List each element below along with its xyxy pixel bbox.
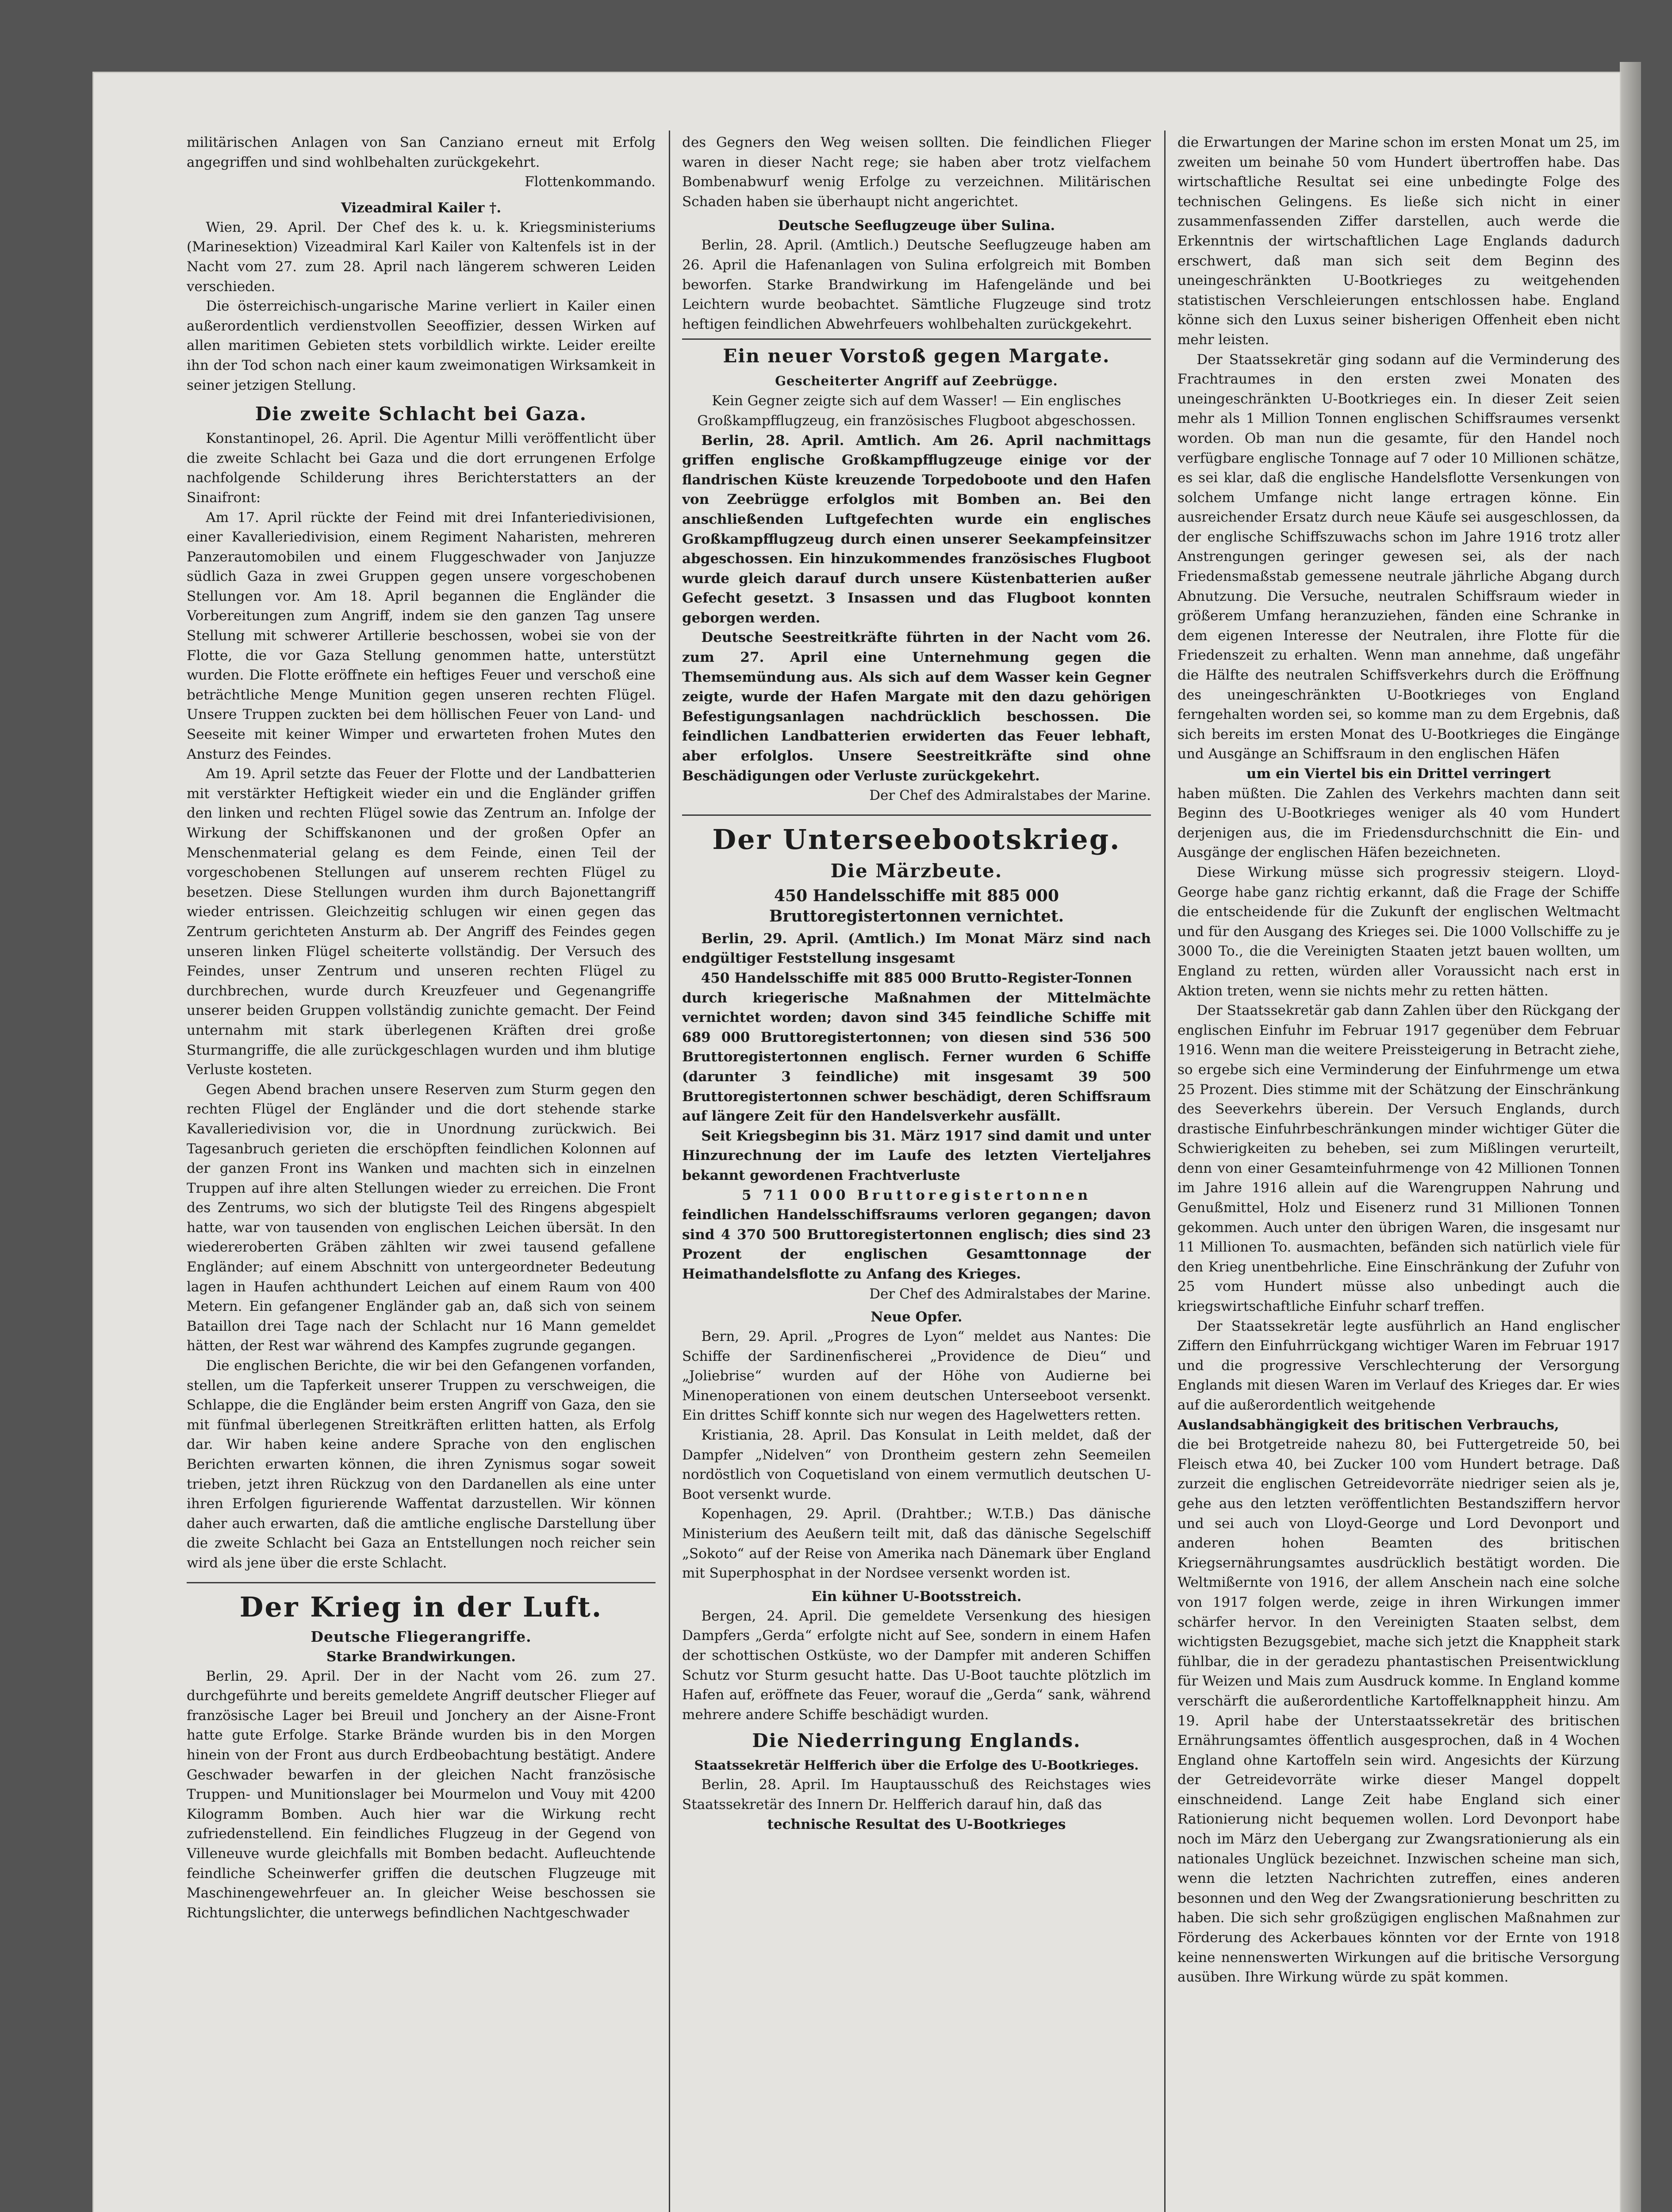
opfer-paragraph-3: Kopenhagen, 29. April. (Drahtber.; W.T.B.) Das dänische Ministerium des Aeußern teilt mit, daß das dänische Segelschiff „Sokoto“ auf der Reise von Amerika nach Dänemark über England mit Superphosphat in der Nordsee versenkt worden ist. xyxy=(682,1506,1151,1582)
luft-subheading-2: Starke Brandwirkungen. xyxy=(326,1648,516,1665)
sulina-heading: Deutsche Seeflugzeuge über Sulina. xyxy=(778,218,1055,234)
gaza-paragraph-2: Am 17. April rückte der Feind mit drei Infanteriedivisionen, einer Kavalleriedivision, einem Regiment Naharisten, mehreren Panzerautomobilen und einem Fluggeschwader von Janjuzze südlich Gaza in zwei Gruppen gegen unsere vorgeschobenen Stellungen vor. Am 18. April begannen die Engländer die Vorbereitungen zum Angriff, indem sie den ganzen Tag unsere Stellung mit schwerer Artillerie beschossen, wobei sie von der Flotte, die vor Gaza Stellung genommen hatte, unterstützt wurden. Die Flotte eröffnete ein heftiges Feuer und verschoß eine beträchtliche Menge Munition gegen unseren rechten Flügel. Unsere Truppen zuckten bei dem höllischen Feuer von Land- und Seeseite mit keiner Wimper und erwarteten frohen Mutes den Ansturz des Feindes. xyxy=(187,509,656,762)
gaza-paragraph-3: Am 19. April setzte das Feuer der Flotte und der Landbatterien mit verstärkter Heftigkeit wieder ein und die Engländer griffen den linken und rechten Flügel sowie das Zentrum an. Infolge der Wirkung der Schiffskanonen und der großen Opfer an Menschenmaterial gelang es dem Feinde, einen Teil der vorgeschobenen Stellungen auf unserem rechten Flügel zu besetzen. Diese Stellungen wurden ihm durch Bajonettangriff wieder entrissen. Gleichzeitig schlugen wir einen gegen das Zentrum gerichteten Ansturm ab. Der Angriff des Feindes gegen unseren linken Flügel scheiterte vollständig. Der Versuch des Feindes, unser Zentrum und unseren rechten Flügel zu durchbrechen, wurde durch Kreuzfeuer und Gegenangriffe unserer beiden Gruppen vollständig zunichte gemacht. Der Feind unternahm mit stark überlegenen Kräften drei große Sturmangriffe, die alle zurückgeschlagen wurden und ihm blutige Verluste kosteten. xyxy=(187,766,656,1078)
kuehn-paragraph-1: Bergen, 24. April. Die gemeldete Versenkung des hiesigen Dampfers „Gerda“ erfolgte nicht auf See, sondern in einem Hafen der schottischen Ostküste, wo der Dampfer mit anderen Schiffen Schutz vor Sturm gesucht hatte. Das U-Boot tauchte plötzlich im Hafen auf, eröffnete das Feuer, worauf die „Gerda“ sank, während mehrere andere Schiffe beschädigt wurden. xyxy=(682,1608,1151,1723)
ub-subheading-2: 450 Handelsschiffe mit 885 000 Bruttoregistertonnen vernichtet. xyxy=(769,886,1064,926)
ub-paragraph-3: Seit Kriegsbeginn bis 31. März 1917 sind damit und unter Hinzurechnung der im Laufe des letzten Vierteljahres bekannt gewordenen Frachtverluste xyxy=(682,1128,1151,1183)
gaza-paragraph-5: Die englischen Berichte, die wir bei den Gefangenen vorfanden, stellen, um die Tapferkeit unserer Truppen zu verschweigen, die Schlappe, die die Engländer beim ersten Angriff von Gaza, den sie mit fünfmal überlegenen Streitkräften erlitten hatten, als Erfolg dar. Wir haben keine andere Sprache von den englischen Berichten erwarten können, die ihren Zynismus sogar soweit trieben, jetzt ihren Rückzug von den Dardanellen als eine unter ihren Erfolgen figurierende Waffentat darzustellen. Wir können daher auch erwarten, daß die amtliche englische Darstellung über die zweite Schlacht bei Gaza an Entstellungen noch reicher sein wird als jene über die erste Schlacht. xyxy=(187,1358,656,1571)
margate-subheading: Gescheiterter Angriff auf Zeebrügge. xyxy=(775,373,1058,389)
section-divider xyxy=(187,1582,656,1583)
ub-paragraph-2: durch kriegerische Maßnahmen der Mittelmächte vernichtet worden; davon sind 345 feindliche Schiffe mit 689 000 Bruttoregistertonnen; von diesen sind 536 500 Bruttoregistertonnen englisch. Ferner wurden 6 Schiffe (darunter 3 feindliche) mit insgesamt 39 500 Bruttoregistertonnen schwer beschädigt, deren Schiffsraum auf längere Zeit für den Handelsverkehr ausfällt. xyxy=(682,990,1151,1125)
ub-signature: Der Chef des Admiralstabes der Marine. xyxy=(869,1286,1151,1302)
ub-paragraph-1: Berlin, 29. April. (Amtlich.) Im Monat März sind nach endgültiger Feststellung insgesamt xyxy=(682,930,1151,967)
page-edge xyxy=(1620,62,1641,2212)
luft-paragraph-1: Berlin, 29. April. Der in der Nacht vom 26. zum 27. durchgeführte und bereits gemeldete Angriff deutscher Flieger auf französische Lager bei Breuil und Jonchery an der Aisne-Front hatte gute Erfolge. Starke Brände wurden bis in den Morgen hinein von der Front aus durch Erdbeobachtung bestätigt. Andere Geschwader bewarfen in der gleichen Nacht französische Truppen- und Munitionslager bei Mourmelon und Vouy mit 4200 Kilogramm Bomben. Auch hier war die Wirkung recht zufriedenstellend. Ein feindliches Flugzeug in der Gegend von Villeneuve wurde gleichfalls mit Bomben bedacht. Aufleuchtende feindliche Scheinwerfer griffen die deutschen Flugzeuge mit Maschinengewehrfeuer an. In gleicher Weise beschossen sie Richtungslichter, die unterwegs befindlichen Nachtgeschwader xyxy=(187,1668,656,1921)
col3-paragraph-1: die Erwartungen der Marine schon im ersten Monat um 25, im zweiten um beinahe 50 vom Hundert übertroffen habe. Das wirtschaftliche Resultat sei eine unbedingte Folge des technischen Gelingens. Es ließe sich nicht in einer zusammenfassenden Ziffer darstellen, auch werde die Erkenntnis der wirtschaftlichen Lage Englands dadurch erschwert, daß man sich seit dem Beginn des uneingeschränkten U-Bootkrieges zu weitgehenden statistischen Verschleierungen entschlossen habe. England könne sich den Luxus seiner bisherigen Offenheit eben nicht mehr leisten. xyxy=(1177,134,1620,348)
kailer-heading: Vizeadmiral Kailer †. xyxy=(341,200,502,216)
col3-paragraph-2b: haben müßten. Die Zahlen des Verkehrs machten dann seit Beginn des U-Bootkrieges weniger als 40 vom Hundert derjenigen aus, die im Friedensdurchschnitt die Ein- und Ausgänge der englischen Häfen bezeichneten. xyxy=(1177,785,1620,861)
ub-paragraph-3b: 5 711 000 Bruttoregistertonnen xyxy=(742,1187,1091,1203)
margate-heading: Ein neuer Vorstoß gegen Margate. xyxy=(723,345,1110,367)
kuehn-heading: Ein kühner U-Bootsstreich. xyxy=(811,1588,1022,1605)
kailer-paragraph-2: Die österreichisch-ungarische Marine verliert in Kailer einen außerordentlich verdienstvollen Seeoffizier, dessen Wirken auf allen maritimen Gebieten stets vorbildlich wirkte. Leider ereilte ihn der Tod schon nach einer kaum zweimonatigen Wirksamkeit in seiner jetzigen Stellung. xyxy=(187,298,656,393)
col3-paragraph-4: Der Staatssekretär gab dann Zahlen über den Rückgang der englischen Einfuhr im Februar 1917 gegenüber dem Februar 1916. Wenn man die weitere Preissteigerung in Betracht ziehe, so ergebe sich eine Verminderung der Einfuhrmenge um etwa 25 Prozent. Dies stimme mit der Schätzung der Einschränkung des Seeverkehrs überein. Der Versuch Englands, durch drastische Einfuhrbeschränkungen minder wichtiger Güter die Schwierigkeiten zu beheben, sei zum Mißlingen verurteilt, denn von einer Gesamteinfuhrmenge von 42 Millionen Tonnen im Jahre 1916 allein auf die Warengruppen Nahrung und Genußmittel, Holz und Eisenerz rund 31 Millionen Tonnen gekommen. Auch unter den übrigen Waren, die insgesamt nur 11 Millionen To. ausmachten, befänden sich natürlich viele für den Krieg unentbehrliche. Eine Einschränkung der Zufuhr von 25 vom Hundert müsse also unbedingt auch die kriegswirtschaftliche Einfuhr scharf treffen. xyxy=(1177,1002,1620,1315)
luft-heading: Der Krieg in der Luft. xyxy=(239,1590,603,1623)
gaza-paragraph-1: Konstantinopel, 26. April. Die Agentur Milli veröffentlicht über die zweite Schlacht bei Gaza und die dort errungenen Erfolge nachfolgende Schilderung ihres Berichterstatters an der Sinaifront: xyxy=(187,430,656,506)
nieder-heading: Die Niederringung Englands. xyxy=(752,1730,1081,1752)
column-rule-1 xyxy=(669,131,670,2212)
col1-top-signature: Flottenkommando. xyxy=(525,174,656,190)
ub-heading: Der Unterseebootskrieg. xyxy=(712,823,1121,856)
gaza-heading: Die zweite Schlacht bei Gaza. xyxy=(255,403,587,425)
margate-paragraph-1: Berlin, 28. April. Amtlich. Am 26. April nachmittags griffen englische Großkampfflugzeuge einige vor der flandrischen Küste kreuzende Torpedoboote und den Hafen von Zeebrügge erfolglos mit Bomben an. Bei den anschließenden Luftgefechten wurde ein englisches Großkampfflugzeug durch einen unserer Seekampfeinsitzer abgeschossen. Ein hinzukommendes französisches Flugboot wurde gleich darauf durch unsere Küstenbatterien außer Gefecht gesetzt. 3 Insassen und das Flugboot konnten geborgen werden. xyxy=(682,432,1151,626)
ub-subheading-1: Die Märzbeute. xyxy=(830,860,1003,882)
col3-paragraph-5b: die bei Brotgetreide nahezu 80, bei Futtergetreide 50, bei Fleisch etwa 40, bei Zucker 100 vom Hundert betrage. Daß zurzeit die englischen Getreidevorräte niedriger seien als je, gehe aus den letzten veröffentlichten Bestandsziffern hervor und sei auch von Lloyd-George und Lord Devonport und anderen hohen Beamten des britischen Kriegsernährungsamtes ausdrücklich bestätigt worden. Die Weltmißernte von 1916, der allem Anschein nach eine solche von 1917 folgen werde, zeige in ihren Wirkungen immer schärfer hervor. In den Vereinigten Staaten selbst, dem wichtigsten Bezugsgebiet, mache sich jetzt die Knappheit stark fühlbar, die in der geradezu phantastischen Preisentwicklung für Weizen und Mais zum Ausdruck komme. In England komme verschärft die außerordentliche Kartoffelknappheit hinzu. Am 19. April habe der Unterstaatssekretär des britischen Ernährungsamtes öffentlich ausgesprochen, daß in 4 Wochen England ohne Kartoffeln sein wird. Angesichts der Kürzung der Getreidevorräte wirke dieser Mangel doppelt einschneidend. Lange Zeit habe England sich einer Rationierung nicht bequemen wollen. Lord Devonport habe noch im März den Uebergang zur Zwangsrationierung als ein nationales Unglück bezeichnet. Inzwischen scheine man sich, wenn die letzten Nachrichten zutreffen, eines anderen besonnen und den Weg der Zwangsrationierung beschritten zu haben. Die sich sehr großzügigen englischen Maßnahmen zur Förderung des Ackerbaues könnten vor der Ernte von 1918 keine nennenswerten Wirkungen auf die britische Versorgung ausüben. Ihre Wirkung würde zu spät kommen. xyxy=(1177,1436,1620,1985)
margate-paragraph-2: Deutsche Seestreitkräfte führten in der Nacht vom 26. zum 27. April eine Unternehmung gegen die Themsemündung aus. Als sich auf dem Wasser kein Gegner zeigte, wurde der Hafen Margate mit den dazu gehörigen Befestigungsanlagen nachdrücklich beschossen. Die feindlichen Landbatterien erwiderten das Feuer lebhaft, aber erfolglos. Unsere Seestreitkräfte sind ohne Beschädigungen oder Verluste zurückgekehrt. xyxy=(682,630,1151,784)
column-rule-2 xyxy=(1164,131,1166,2212)
column-3 xyxy=(1177,133,1620,1987)
nieder-paragraph-1: Berlin, 28. April. Im Hauptausschuß des Reichstages wies Staatssekretär des Innern Dr. Helfferich darauf hin, daß das xyxy=(682,1777,1151,1813)
col1-top-paragraph: militärischen Anlagen von San Canziano erneut mit Erfolg angegriffen und sind wohlbehalten zurückgekehrt. xyxy=(187,134,656,170)
gaza-paragraph-4: Gegen Abend brachen unsere Reserven zum Sturm gegen den rechten Flügel der Engländer und die dort stehende starke Kavalleriedivision vor, die in Unordnung zurückwich. Bei Tagesanbruch gerieten die erschöpften feindlichen Kolonnen auf der ganzen Front ins Wanken und machten sich in einzelnen Truppen auf ihre alten Stellungen wieder zu erreichen. Die Front des Zentrums, wo sich der blutigste Teil des Ringens abgespielt hatte, war von tausenden von englischen Leichen übersät. In den wiedereroberten Gräben zählten wir zwei tausend gefallene Engländer; auf einem Abschnitt von untergeordneter Bedeutung lagen in Haufen achthundert Leichen auf einem Raum von 400 Metern. Ein gefangener Engländer gab an, daß sich von seinem Bataillon drei Tage nach der Schlacht nur 16 Mann gemeldet hätten, der Rest war während des Kampfes zugrunde gegangen. xyxy=(187,1081,656,1354)
nieder-paragraph-1b: technische Resultat des U-Bootkrieges xyxy=(767,1816,1066,1832)
section-divider xyxy=(682,338,1151,340)
opfer-paragraph-2: Kristiania, 28. April. Das Konsulat in Leith meldet, daß der Dampfer „Nidelven“ von Drontheim gestern zehn Seemeilen nordöstlich von Coquetisland von einem vermutlich deutschen U-Boot versenkt wurde. xyxy=(682,1427,1151,1502)
ub-paragraph-1b: 450 Handelsschiffe mit 885 000 Brutto-Register-Tonnen xyxy=(701,970,1132,986)
luft-subheading-1: Deutsche Fliegerangriffe. xyxy=(311,1628,532,1645)
opfer-heading: Neue Opfer. xyxy=(871,1309,963,1325)
margate-signature: Der Chef des Admiralstabes der Marine. xyxy=(869,787,1151,804)
column-1 xyxy=(187,133,656,1923)
col3-paragraph-5-bold: Auslandsabhängigkeit des britischen Verbrauchs, xyxy=(1177,1417,1559,1433)
col3-paragraph-3: Diese Wirkung müsse sich progressiv steigern. Lloyd-George habe ganz richtig erkannt, daß die Frage der Schiffe die entscheidende für die Zukunft der englischen Weltmacht und für den Ausgang des Krieges sei. Die 1000 Vollschiffe zu je 3000 To., die die Vereinigten Staaten jetzt bauen wollten, um England zu retten, würden aller Voraussicht nach erst in Aktion treten, wenn sie nichts mehr zu retten hätten. xyxy=(1177,864,1620,999)
col2-top-paragraph: des Gegners den Weg weisen sollten. Die feindlichen Flieger waren in dieser Nacht rege; sie haben aber trotz vielfachem Bombenabwurf wenig Erfolge zu verzeichnen. Militärischen Schaden haben sie überhaupt nicht angerichtet. xyxy=(682,134,1151,210)
section-divider xyxy=(682,814,1151,816)
newspaper-page xyxy=(94,73,1620,2212)
sulina-paragraph-1: Berlin, 28. April. (Amtlich.) Deutsche Seeflugzeuge haben am 26. April die Hafenanlagen von Sulina erfolgreich mit Bomben beworfen. Starke Brandwirkung im Hafengelände und bei Leichtern wurde beobachtet. Sämtliche Flugzeuge sind trotz heftigen feindlichen Abwehrfeuers wohlbehalten zurückgekehrt. xyxy=(682,237,1151,332)
kailer-paragraph-1: Wien, 29. April. Der Chef des k. u. k. Kriegsministeriums (Marinesektion) Vizeadmiral Karl Kailer von Kaltenfels ist in der Nacht vom 27. zum 28. April nach längerem schweren Leiden verschieden. xyxy=(187,219,656,295)
margate-lead: Kein Gegner zeigte sich auf dem Wasser! — Ein englisches Großkampfflugzeug, ein französisches Flugboot abgeschossen. xyxy=(697,393,1136,429)
opfer-paragraph-1: Bern, 29. April. „Progres de Lyon“ meldet aus Nantes: Die Schiffe der Sardinenfischerei „Providence de Dieu“ und „Joliebrise“ wurden auf der Höhe von Audierne bei Minenoperationen von einem deutschen Unterseeboot versenkt. Ein drittes Schiff konnte sich nur wegen des Hagelwetters retten. xyxy=(682,1329,1151,1424)
ub-paragraph-4: feindlichen Handelsschiffsraums verloren gegangen; davon sind 4 370 500 Bruttoregistertonnen englisch; dies sind 23 Prozent der englischen Gesamttonnage der Heimathandelsflotte zu Anfang des Krieges. xyxy=(682,1207,1151,1282)
col3-paragraph-5: Der Staatssekretär legte ausführlich an Hand englischer Ziffern den Einfuhrrückgang wichtiger Waren im Februar 1917 und die progressive Verschlechterung der Versorgung Englands mit diesen Waren im Verlauf des Krieges dar. Er wies auf die außerordentlich weitgehende xyxy=(1177,1318,1620,1413)
column-2 xyxy=(682,133,1151,1834)
col3-paragraph-2: Der Staatssekretär ging sodann auf die Verminderung des Frachtraumes in den ersten zwei Monaten des uneingeschränkten U-Bootkrieges ein. In dieser Zeit seien mehr als 1 Million Tonnen englischen Schiffsraumes versenkt worden. Ob man nun die gesamte, für den Handel noch verfügbare englische Tonnage auf 7 oder 10 Millionen schätze, es sei klar, daß die englische Handelsflotte Versenkungen von solchem Umfange nicht lange ertragen könne. Ein ausreichender Ersatz durch neue Käufe sei ausgeschlossen, da der englische Schiffszuwachs schon im Jahre 1916 trotz aller Anstrengungen geringer gewesen sei, als der nach Friedensmaßstab gemessene neutrale jährliche Abgang durch Abnutzung. Die Versuche, neutralen Schiffsraum wieder in größerem Umfang heranzuziehen, fänden eine Schranke in dem eigenen Interesse der Neutralen, ihre Flotte für die Friedenszeit zu erhalten. Wenn man annehme, daß ungefähr die Hälfte des neutralen Schiffsverkehrs durch die Eröffnung des uneingeschränkten U-Bootkrieges von England ferngehalten worden sei, so komme man zu dem Ergebnis, daß sich bereits im ersten Monat des U-Bootkrieges die Eingänge und Ausgänge an Schiffsraum in den englischen Häfen xyxy=(1177,351,1620,762)
col3-paragraph-2-center: um ein Viertel bis ein Drittel verringert xyxy=(1246,766,1551,782)
nieder-subheading: Staatssekretär Helfferich über die Erfolge des U-Bootkrieges. xyxy=(694,1758,1139,1773)
